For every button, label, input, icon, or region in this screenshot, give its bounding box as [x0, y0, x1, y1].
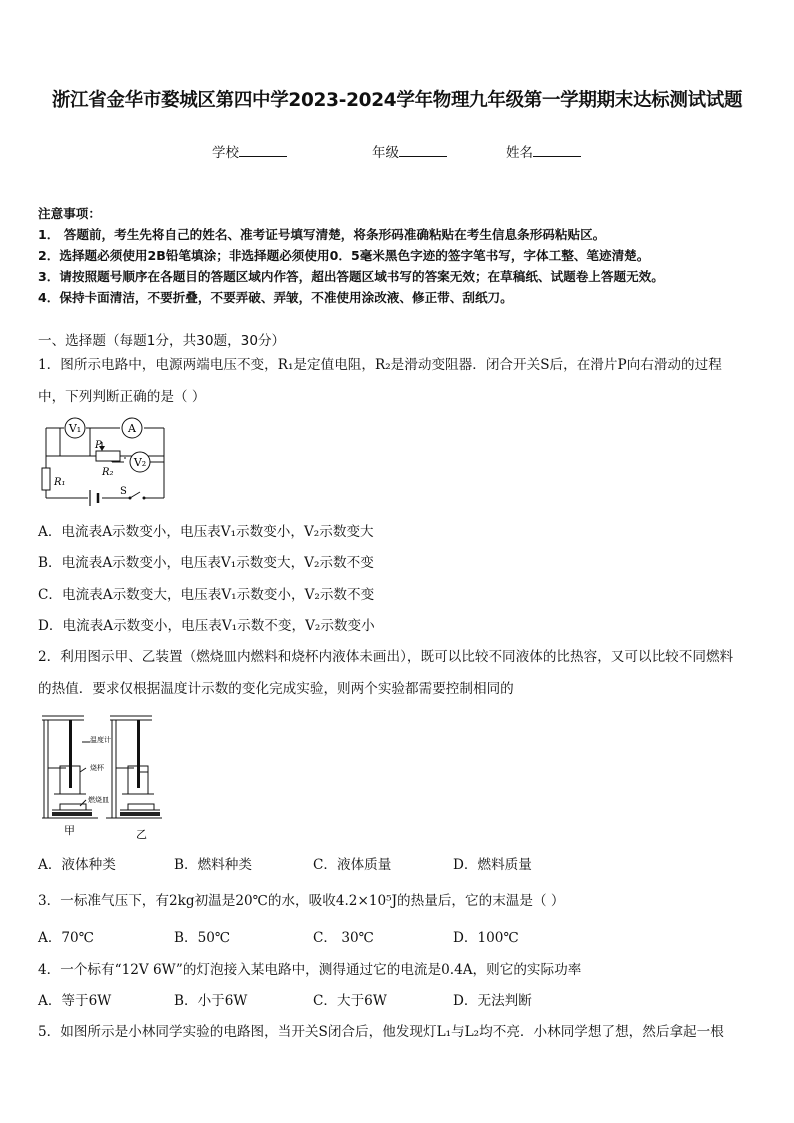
- q1-option-c: C．电流表A示数变大，电压表V₁示数变小，V₂示数不变: [38, 587, 375, 603]
- grade-label: 年级: [372, 145, 399, 161]
- q1-circuit-diagram: [40, 414, 170, 506]
- q1-stem-line2: 中，下列判断正确的是（ ）: [38, 389, 206, 405]
- q4-option-b: B．小于6W: [174, 993, 248, 1009]
- label-r2: R₂: [102, 467, 114, 478]
- grade-field: [372, 141, 447, 161]
- notice-item-2: 2．选择题必须使用2B铅笔填涂；非选择题必须使用0．5毫米黑色字迹的签字笔书写，字体工整、笔迹清楚。: [38, 248, 650, 263]
- label-a: A: [128, 422, 136, 435]
- q3-option-b: B．50℃: [174, 930, 231, 946]
- name-label: 姓名: [506, 145, 533, 161]
- name-blank: [533, 144, 581, 157]
- q2-stem-line1: 2．利用图示甲、乙装置（燃烧皿内燃料和烧杯内液体未画出），既可以比较不同液体的比热容，又可以比较不同燃料: [38, 649, 734, 665]
- page-title: 浙江省金华市婺城区第四中学2023-2024学年物理九年级第一学期期末达标测试试题: [51, 90, 743, 111]
- q2-option-b: B．燃料种类: [174, 857, 252, 873]
- school-field: [212, 141, 287, 161]
- q4-option-c: C．大于6W: [313, 993, 387, 1009]
- resistor-r1-symbol: [42, 468, 50, 490]
- q5-stem: 5．如图所示是小林同学实验的电路图，当开关S闭合后，他发现灯L₁与L₂均不亮．小林同学想了想，然后拿起一根: [38, 1024, 724, 1040]
- q3-option-a: A．70℃: [38, 930, 94, 946]
- notice-item-3: 3．请按照题号顺序在各题目的答题区域内作答，超出答题区域书写的答案无效；在草稿纸、试题卷上答题无效。: [38, 269, 664, 284]
- q2-option-d: D．燃料质量: [453, 857, 532, 873]
- q4-stem: 4．一个标有“12V 6W”的灯泡接入某电路中，测得通过它的电流是0.4A，则它的实际功率: [38, 962, 582, 978]
- q1-option-a: A．电流表A示数变小，电压表V₁示数变小，V₂示数变大: [38, 524, 374, 540]
- switch-contact: [143, 497, 146, 500]
- label-dish: 燃烧皿: [88, 796, 109, 804]
- section-heading: 一、选择题（每题1分，共30题，30分）: [38, 333, 286, 349]
- name-field: [506, 141, 581, 161]
- rheostat-r2-symbol: [96, 451, 120, 461]
- school-label: 学校: [212, 145, 239, 161]
- q1-option-d: D．电流表A示数变小，电压表V₁示数不变，V₂示数变小: [38, 618, 375, 634]
- label-jia: 甲: [64, 824, 75, 837]
- q3-option-c: C． 30℃: [313, 930, 374, 946]
- label-yi: 乙: [136, 828, 147, 841]
- q3-option-d: D．100℃: [453, 930, 519, 946]
- q4-option-d: D．无法判断: [453, 993, 532, 1009]
- grade-blank: [399, 144, 447, 157]
- label-p: P: [95, 440, 102, 451]
- base-yi: [120, 812, 160, 816]
- q2-stem-line2: 的热值．要求仅根据温度计示数的变化完成实验，则两个实验都需要控制相同的: [38, 681, 514, 697]
- notice-item-4: 4．保持卡面清洁，不要折叠，不要弄破、弄皱，不准使用涂改液、修正带、刮纸刀。: [38, 290, 513, 305]
- label-thermometer: 温度计: [90, 736, 111, 744]
- thermometer-yi: [137, 720, 140, 788]
- label-v1: V₁: [68, 422, 82, 435]
- base-jia: [52, 812, 92, 816]
- label-s: S: [120, 486, 127, 497]
- q1-stem-line1: 1．图所示电路中，电源两端电压不变，R₁是定值电阻，R₂是滑动变阻器．闭合开关S后，在滑片P向右滑动的过程: [38, 357, 722, 373]
- notice-heading: 注意事项：: [38, 206, 101, 221]
- switch-pivot: [129, 497, 132, 500]
- q3-stem: 3．一标准气压下，有2kg初温是20℃的水，吸收4.2×10⁵J的热量后，它的末温是（ ）: [38, 893, 565, 909]
- q1-option-b: B．电流表A示数变小，电压表V₁示数变大，V₂示数不变: [38, 555, 374, 571]
- q2-apparatus-figure: [40, 702, 170, 844]
- q2-option-c: C．液体质量: [313, 857, 392, 873]
- school-blank: [239, 144, 287, 157]
- notice-item-1: 1． 答题前，考生先将自己的姓名、准考证号填写清楚，将条形码准确粘贴在考生信息条形码粘贴区。: [38, 227, 606, 242]
- label-beaker: 烧杯: [90, 764, 104, 772]
- q4-option-a: A．等于6W: [38, 993, 112, 1009]
- label-r1: R₁: [54, 477, 66, 488]
- q2-option-a: A．液体种类: [38, 857, 116, 873]
- thermometer-jia: [69, 720, 72, 788]
- label-v2: V₂: [133, 456, 147, 469]
